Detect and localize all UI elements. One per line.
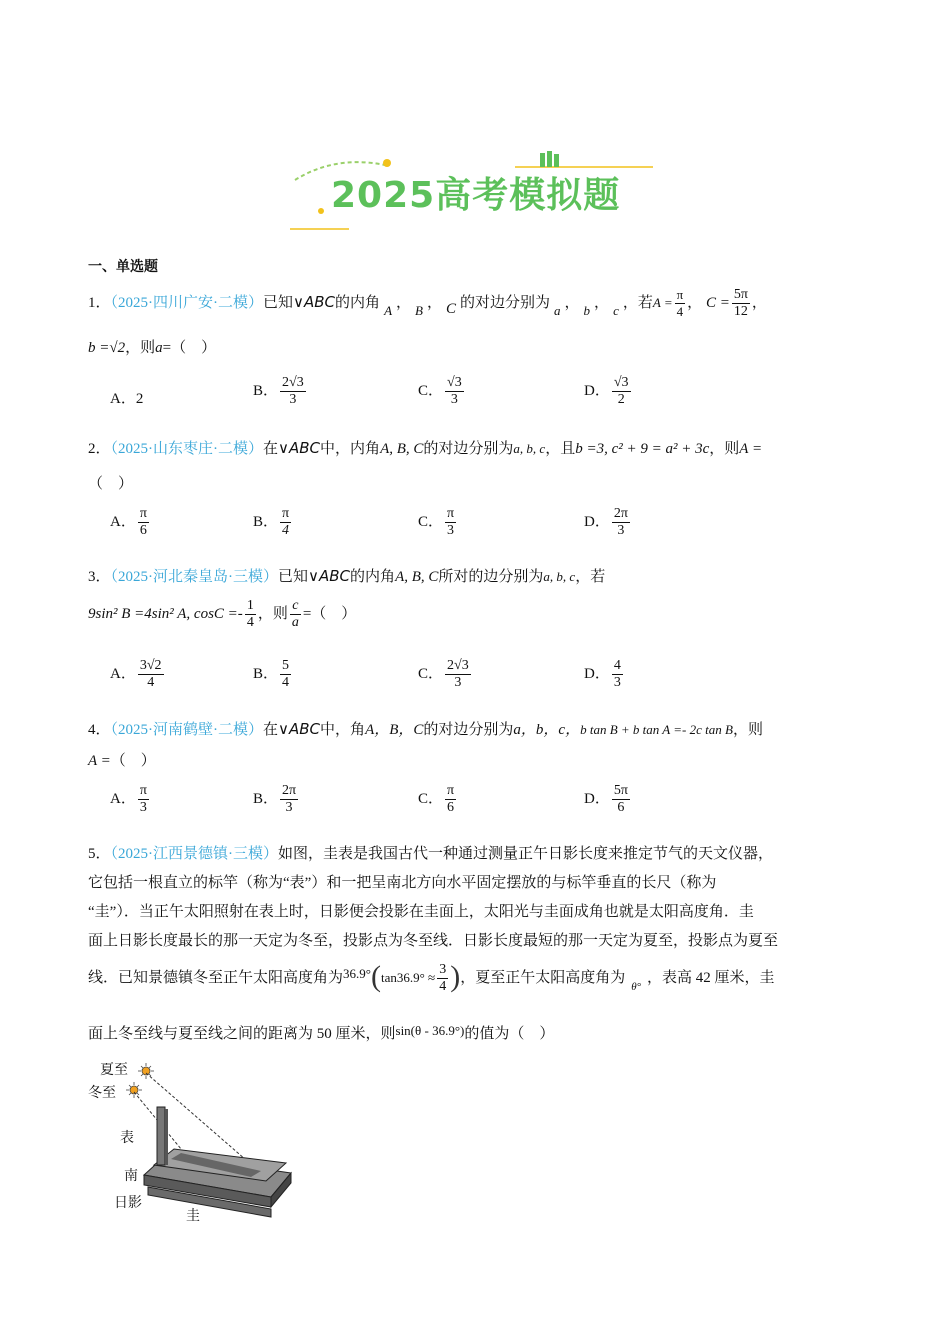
label-summer: 夏至 bbox=[100, 1062, 128, 1078]
q2-angles: A, B, C bbox=[380, 441, 424, 457]
q5-tan-expr: tan36.9° ≈ bbox=[380, 970, 436, 985]
q2-text: ，且 bbox=[545, 441, 576, 457]
q4-number: 4． bbox=[88, 722, 111, 738]
label-south: 南 bbox=[124, 1168, 138, 1184]
question-3-line-2 bbox=[88, 598, 356, 631]
q5-line-4: 面上日影长度最长的那一天定为冬至，投影点为冬至线．日影长度最短的那一天定为夏至，投影点为夏至 bbox=[88, 933, 779, 949]
q2-text: 中，内角 bbox=[320, 441, 381, 457]
q2-text: 的对边分别为 bbox=[423, 441, 514, 457]
question-1-line-2 bbox=[88, 336, 216, 357]
q4-ask: ，则 bbox=[732, 722, 763, 738]
q3-text: 所对的边分别为 bbox=[438, 569, 544, 585]
q1-text: 的内角 bbox=[335, 294, 381, 311]
q4-triangle: ∨ABC bbox=[278, 720, 321, 738]
title-banner bbox=[285, 145, 665, 240]
q1-angle-c: C bbox=[446, 300, 457, 317]
q5-text: 的值为（ ） bbox=[464, 1026, 555, 1042]
q1-angle-b: B bbox=[415, 302, 423, 318]
question-4-line-1 bbox=[88, 718, 763, 739]
q3-sides: a, b, c bbox=[543, 569, 576, 584]
q4-option-b[interactable]: B． $\frac{2\pi}{3}$ bbox=[253, 783, 297, 815]
q4-ask-var: A = bbox=[88, 753, 111, 769]
q5-angle-winter: 36.9° bbox=[343, 966, 371, 981]
q3-condition: 9sin² B =4sin² A, cosC =- bbox=[88, 605, 243, 622]
q4-option-c[interactable]: C． $\frac{\pi}{6}$ bbox=[418, 783, 455, 815]
q1-option-a[interactable]: A．2 bbox=[110, 391, 144, 407]
question-5-line-6 bbox=[88, 1022, 554, 1043]
q1-side-a: a bbox=[554, 302, 561, 318]
q4-sides: a，b，c， bbox=[513, 722, 581, 738]
q1-ask: ，则 bbox=[125, 340, 156, 356]
q2-ask: ，则 bbox=[709, 441, 740, 457]
q3-option-d[interactable]: D． $\frac{4}{3}$ bbox=[584, 658, 621, 690]
q3-source: （2025·河北秦皇岛·三模） bbox=[110, 569, 279, 585]
q2-number: 2． bbox=[88, 441, 111, 457]
q2-option-a[interactable]: A． $\frac{\pi}{6}$ bbox=[110, 506, 147, 538]
q3-ask-end: =（ ） bbox=[302, 605, 357, 622]
question-4-line-2 bbox=[88, 749, 156, 770]
banner-title: 2025高考模拟题 bbox=[331, 175, 621, 216]
q4-text: 在 bbox=[263, 722, 279, 738]
q1-ask-end: =（ ） bbox=[162, 340, 217, 356]
q3-angles: A, B, C bbox=[395, 569, 439, 585]
q5-line-2: 它包括一根直立的标竿（称为“表”）和一把呈南北方向水平固定摆放的与标竿垂直的长尺（称为 bbox=[88, 875, 717, 891]
q4-text: 的对边分别为 bbox=[423, 722, 514, 738]
q3-option-b[interactable]: B． $\frac{5}{4}$ bbox=[253, 658, 290, 690]
label-shadow: 日影 bbox=[114, 1195, 142, 1211]
q2-paren: （ ） bbox=[88, 476, 134, 492]
q5-text: 线．已知景德镇冬至正午太阳高度角为 bbox=[88, 970, 344, 986]
q3-option-a[interactable]: A． $\frac{3√2}{4}$ bbox=[110, 658, 162, 690]
q1-text: 的对边分别为 bbox=[460, 294, 551, 311]
q1-option-c[interactable]: C． $\frac{√3}{3}$ bbox=[418, 375, 462, 407]
q1-option-b[interactable]: B． $\frac{2√3}{3}$ bbox=[253, 375, 304, 407]
q4-option-a[interactable]: A． $\frac{\pi}{3}$ bbox=[110, 783, 147, 815]
q5-theta: θ° bbox=[631, 981, 642, 993]
q4-angles: A，B，C bbox=[365, 722, 424, 738]
q5-number: 5． bbox=[88, 846, 111, 862]
q1-angle-a: A bbox=[384, 302, 393, 318]
q2-source: （2025·山东枣庄·二模） bbox=[110, 441, 264, 457]
q5-tan-frac: $\frac{3}{4}$ bbox=[439, 962, 447, 995]
q1-triangle: ∨ABC bbox=[293, 292, 336, 311]
q1-option-d[interactable]: D． $\frac{√3}{2}$ bbox=[584, 375, 629, 407]
question-5-line-5: 线．已知景德镇冬至正午太阳高度角为36.9°(tan36.9° ≈ $\frac{3}{4}$ )，夏至正午太阳高度角为$_{\theta^\circ}$，表高 42 厘米，圭 bbox=[88, 960, 775, 995]
q5-text: 面上冬至线与夏至线之间的距离为 50 厘米，则 bbox=[88, 1026, 396, 1042]
q3-ask: ，则 bbox=[257, 605, 288, 622]
winter-sun-icon bbox=[126, 1082, 142, 1098]
section-heading: 一、单选题 bbox=[88, 259, 158, 275]
q2-text: 在 bbox=[263, 441, 279, 457]
q2-ask-var: A = bbox=[739, 441, 763, 457]
q1-frac-a: $\frac{\pi}{4}$ bbox=[676, 287, 684, 319]
question-5-line-1 bbox=[88, 842, 773, 863]
q4-source: （2025·河南鹤壁·二模） bbox=[110, 722, 264, 738]
question-3-line-1 bbox=[88, 565, 605, 586]
q1-number: 1． bbox=[88, 294, 111, 311]
q5-text: ，表高 42 厘米，圭 bbox=[647, 970, 775, 986]
label-winter: 冬至 bbox=[88, 1085, 116, 1101]
q1-cond-a: A = bbox=[652, 294, 673, 310]
q4-paren: （ ） bbox=[110, 753, 156, 769]
q2-option-d[interactable]: D． $\frac{2\pi}{3}$ bbox=[584, 506, 628, 538]
q4-condition: b tan B + b tan A =- 2c tan B bbox=[580, 722, 733, 737]
summer-sun-icon bbox=[138, 1063, 154, 1079]
q4-text: 中，角 bbox=[320, 722, 366, 738]
question-2-line-1 bbox=[88, 437, 762, 458]
q5-line-3: “圭”）．当正午太阳照射在表上时，日影便会投影在圭面上，太阳光与圭面成角也就是太阳高度角．圭 bbox=[88, 904, 754, 920]
q3-ask-frac: $\frac{c}{a}$ bbox=[291, 598, 299, 630]
q2-option-c[interactable]: C． $\frac{\pi}{3}$ bbox=[418, 506, 455, 538]
q5-sin-expr: sin(θ - 36.9°) bbox=[395, 1023, 465, 1038]
q1-cond-b: b =√2 bbox=[88, 340, 126, 356]
q3-text: ，若 bbox=[575, 569, 606, 585]
q5-text: 如图，圭表是我国古代一种通过测量正午日影长度来推定节气的天文仪器， bbox=[278, 846, 774, 862]
q5-source: （2025·江西景德镇·三模） bbox=[110, 846, 279, 862]
q3-frac: $\frac{1}{4}$ bbox=[246, 598, 254, 630]
q2-sides: a, b, c bbox=[513, 441, 546, 456]
q2-triangle: ∨ABC bbox=[278, 439, 321, 457]
q1-side-b: b bbox=[583, 302, 591, 318]
q3-text: 已知 bbox=[278, 569, 309, 585]
q1-ask-var: a bbox=[155, 340, 163, 356]
label-gui: 圭 bbox=[186, 1208, 200, 1224]
label-biao: 表 bbox=[120, 1130, 134, 1146]
q3-option-c[interactable]: C． $\frac{2√3}{3}$ bbox=[418, 658, 469, 690]
q2-condition: b =3, c² + 9 = a² + 3c bbox=[575, 441, 710, 457]
q1-cond-c: C = bbox=[705, 294, 730, 311]
q3-number: 3． bbox=[88, 569, 111, 585]
q4-option-d[interactable]: D． $\frac{5\pi}{6}$ bbox=[584, 783, 628, 815]
q5-text: ，夏至正午太阳高度角为 bbox=[460, 970, 626, 986]
question-1-line-1: 1．（2025·四川广安·二模）已知∨ABC的内角 A ， B ， C 的对边分别为 a ， b ， c ，若A = $\frac{\pi}{4}$ ， C = $\frac{5\pi}{12}$ ， bbox=[88, 287, 767, 319]
q1-side-c: c bbox=[613, 302, 619, 318]
q1-text: ，若 bbox=[622, 294, 653, 311]
q1-frac-c: $\frac{5\pi}{12}$ bbox=[733, 287, 748, 319]
q3-text: 的内角 bbox=[350, 569, 396, 585]
q3-triangle: ∨ABC bbox=[308, 567, 351, 585]
q2-option-b[interactable]: B． $\frac{\pi}{4}$ bbox=[253, 506, 290, 538]
q1-source: （2025·四川广安·二模） bbox=[110, 294, 264, 311]
gnomon-figure bbox=[86, 1055, 301, 1225]
q1-text: 已知 bbox=[263, 294, 294, 311]
